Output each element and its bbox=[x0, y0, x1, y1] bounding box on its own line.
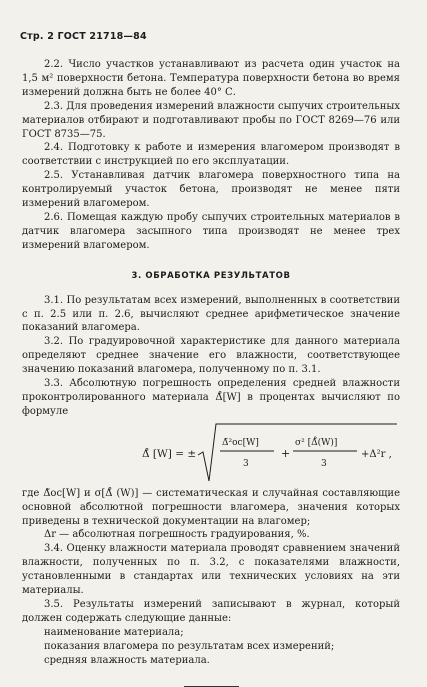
paragraph-2-2: 2.2. Число участков устанавливают из расчета один участок на 1,5 м² поверхности бетона. Температура поверхности бетона во время измерений должна быть не более 40° С. bbox=[22, 59, 400, 98]
formula-legend-2: Δr — абсолютная погрешность градуирования, %. bbox=[44, 529, 310, 541]
formula-term1-denominator: 3 bbox=[243, 458, 249, 469]
list-item-readings: показания влагомера по результатам всех измерений; bbox=[44, 640, 335, 652]
closing-rule bbox=[184, 686, 239, 687]
page-header: Стр. 2 ГОСТ 21718—84 bbox=[20, 31, 147, 42]
formula-lhs: Δ̊ [W] = ± bbox=[142, 447, 197, 460]
formula-term1-numerator: Δ̃²oc[W] bbox=[222, 437, 259, 448]
paragraph-3-4: 3.4. Оценку влажности материала проводят сравнением значений влажности, полученных по п. 3.2, с показателями влажности, установленными в стандартах или технических условиях на эти материалы. bbox=[22, 543, 400, 597]
paragraph-3-1: 3.1. По результатам всех измерений, выполненных в соответствии с п. 2.5 или п. 2.6, вычисляют среднее арифметическое значение показаний влагомера. bbox=[22, 294, 400, 334]
error-formula bbox=[22, 421, 400, 487]
formula-term2-numerator: σ² [Δ̊(W)] bbox=[295, 437, 338, 448]
section-heading: 3. ОБРАБОТКА РЕЗУЛЬТАТОВ bbox=[131, 270, 291, 281]
paragraph-2-3: 2.3. Для проведения измерений влажности сыпучих строительных материалов отбирают и подготавливают пробы по ГОСТ 8269—76 или ГОСТ 8735—75. bbox=[22, 100, 400, 140]
paragraph-3-5: 3.5. Результаты измерений записывают в журнал, который должен содержать следующие данные: bbox=[22, 599, 400, 624]
list-item-average: средняя влажность материала. bbox=[44, 654, 210, 666]
formula-plus-1: + bbox=[281, 446, 291, 460]
paragraph-3-2: 3.2. По градуировочной характеристике для данного материала определяют среднее значение его влажности, соответствующее значению показаний влагомера, полученному по п. 3.1. bbox=[22, 336, 400, 376]
paragraph-3-3: 3.3. Абсолютную погрешность определения средней влажности проконтролированного материала Δ̊[W] в процентах вычисляют по формуле bbox=[22, 378, 400, 417]
document-body bbox=[22, 58, 400, 687]
formula-term2-denominator: 3 bbox=[321, 458, 327, 469]
paragraph-2-5: 2.5. Устанавливая датчик влагомера поверхностного типа на контролируемый участок бетона, производят не менее пяти измерений влагомером. bbox=[22, 170, 400, 210]
list-item-material: наименование материала; bbox=[44, 626, 184, 638]
paragraph-2-6: 2.6. Помещая каждую пробу сыпучих строительных материалов в датчик влагомера засыпного типа производят не менее трех измерений влагомером. bbox=[22, 211, 400, 251]
formula-legend-1: где Δ̃oc[W] и σ[Δ̊ (W)] — систематическая и случайная составляющие основной абсолютной погрешности влагомера, значения которых приведены в технической документации на влагомер; bbox=[22, 487, 400, 527]
paragraph-2-4: 2.4. Подготовку к работе и измерения влагомером производят в соответствии с инструкцией по его эксплуатации. bbox=[22, 142, 400, 168]
formula-term3: +Δ²r , bbox=[361, 448, 392, 460]
